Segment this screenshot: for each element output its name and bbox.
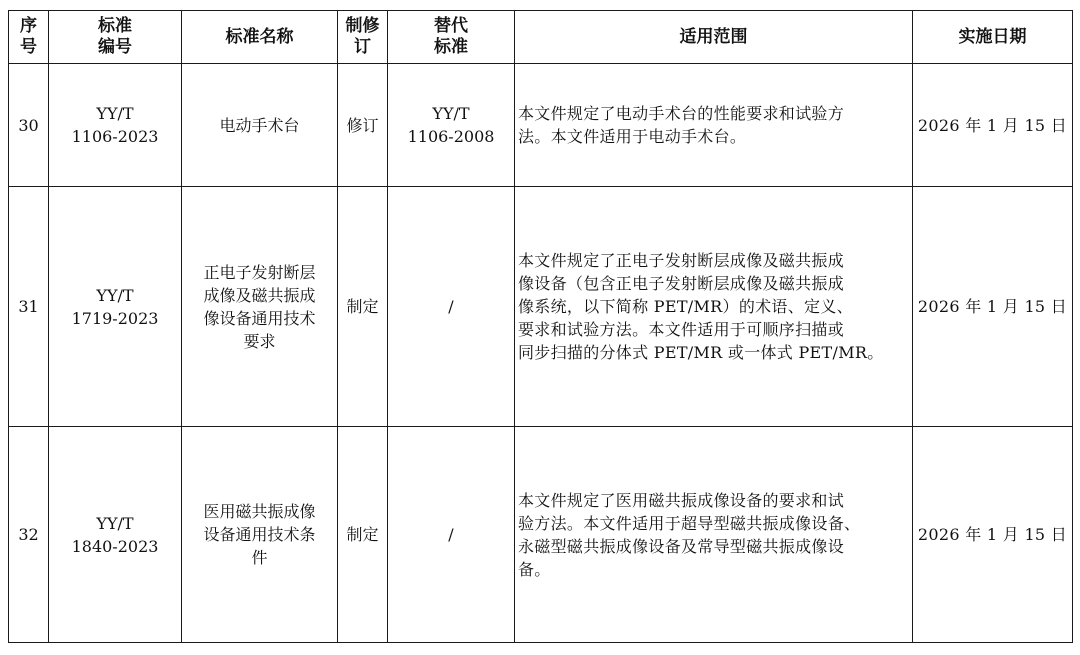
cell-replace: / [388,427,515,643]
header-code: 标准 编号 [49,11,182,64]
cell-seq: 32 [9,427,49,643]
cell-name: 正电子发射断层 成像及磁共振成 像设备通用技术 要求 [182,187,338,427]
cell-seq: 31 [9,187,49,427]
header-type: 制修 订 [338,11,388,64]
header-name: 标准名称 [182,11,338,64]
header-seq: 序 号 [9,11,49,64]
cell-type: 修订 [338,64,388,187]
table-row [9,64,1073,187]
header-date: 实施日期 [913,11,1073,64]
table-row [9,427,1073,643]
cell-scope: 本文件规定了正电子发射断层成像及磁共振成 像设备（包含正电子发射断层成像及磁共振成 像系统，以下简称 PET/MR）的术语、定义、 要求和试验方法。本文件适用于可顺序扫描或 同步扫描的分体式 PET/MR 或一体式 PET/MR。 [515,187,913,427]
cell-code: YY/T 1106-2023 [49,64,182,187]
cell-code: YY/T 1840-2023 [49,427,182,643]
cell-type: 制定 [338,187,388,427]
header-scope: 适用范围 [515,11,913,64]
header-replace: 替代 标准 [388,11,515,64]
cell-scope: 本文件规定了电动手术台的性能要求和试验方 法。本文件适用于电动手术台。 [515,64,913,187]
table-row [9,187,1073,427]
cell-scope: 本文件规定了医用磁共振成像设备的要求和试 验方法。本文件适用于超导型磁共振成像设备、 永磁型磁共振成像设备及常导型磁共振成像设 备。 [515,427,913,643]
cell-replace: / [388,187,515,427]
cell-name: 电动手术台 [182,64,338,187]
cell-code: YY/T 1719-2023 [49,187,182,427]
header-row [9,11,1073,64]
standards-table [8,10,1073,643]
cell-name: 医用磁共振成像 设备通用技术条 件 [182,427,338,643]
cell-date: 2026 年 1 月 15 日 [913,64,1073,187]
cell-type: 制定 [338,427,388,643]
cell-date: 2026 年 1 月 15 日 [913,427,1073,643]
cell-date: 2026 年 1 月 15 日 [913,187,1073,427]
cell-replace: YY/T 1106-2008 [388,64,515,187]
cell-seq: 30 [9,64,49,187]
